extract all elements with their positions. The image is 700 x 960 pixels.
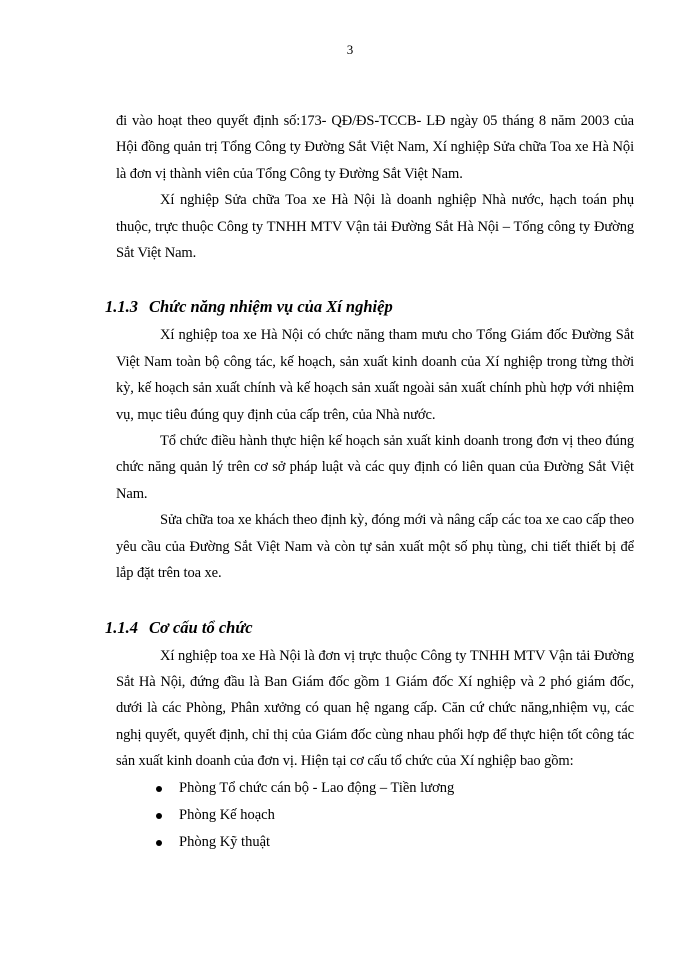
list-item [156,829,634,856]
section-1-1-3-paragraph-3: Sửa chữa toa xe khách theo định kỳ, đóng mới và nâng cấp các toa xe cao cấp theo yêu cầu của Đường Sắt Việt Nam và còn tự sản xuất một số phụ tùng, chi tiết thiết bị để lắp đặt trên toa xe. [116,512,634,582]
department-list [116,775,634,856]
section-title: Cơ cấu tổ chức [149,617,253,637]
list-item-text: Phòng Kế hoạch [179,806,275,823]
bullet-icon [156,813,162,819]
list-item-text: Phòng Kỹ thuật [179,833,271,850]
list-item [156,775,634,802]
section-1-1-4-paragraph-1: Xí nghiệp toa xe Hà Nội là đơn vị trực thuộc Công ty TNHH MTV Vận tải Đường Sắt Hà Nội, đứng đầu là Ban Giám đốc gồm 1 Giám đốc Xí nghiệp và 2 phó giám đốc, dưới là các Phòng, Phân xưởng có quan hệ ngang cấp. Căn cứ chức năng,nhiệm vụ, các nghị quyết, quyết định, chỉ thị của Giám đốc cùng nhau phối hợp để thực hiện tốt công tác sản xuất kinh doanh của đơn vị. Hiện tại cơ cấu tổ chức của Xí nghiệp bao gồm: [116,647,634,770]
bullet-icon [156,840,162,846]
section-heading-1-1-3 [105,292,634,322]
section-title: Chức năng nhiệm vụ của Xí nghiệp [149,297,393,317]
intro-paragraph-2: Xí nghiệp Sửa chữa Toa xe Hà Nội là doanh nghiệp Nhà nước, hạch toán phụ thuộc, trực thuộc Công ty TNHH MTV Vận tải Đường Sắt Hà Nội – Tổng công ty Đường Sắt Việt Nam. [116,192,634,262]
list-item [156,802,634,829]
section-1-1-3-paragraph-2: Tổ chức điều hành thực hiện kế hoạch sản xuất kinh doanh trong đơn vị theo đúng chức năng quản lý trên cơ sở pháp luật và các quy định có liên quan của Đường Sắt Việt Nam. [116,433,634,502]
section-number: 1.1.4 [105,617,138,637]
list-item-text: Phòng Tổ chức cán bộ - Lao động – Tiền lương [179,779,455,796]
page-number: 3 [346,42,354,57]
section-1-1-3-paragraph-1: Xí nghiệp toa xe Hà Nội có chức năng tham mưu cho Tổng Giám đốc Đường Sắt Việt Nam toàn bộ công tác, kế hoạch, sản xuất kinh doanh của Xí nghiệp trong từng thời kỳ, kế hoạch sản xuất chính và kế hoạch sản xuất ngoài sản xuất chính phù hợp với nhiệm vụ, mục tiêu đúng quy định của cấp trên, của Nhà nước. [116,327,634,423]
section-heading-1-1-4 [105,613,634,643]
bullet-icon [156,786,162,792]
intro-paragraph-1: đi vào hoạt theo quyết định số:173- QĐ/ĐS-TCCB- LĐ ngày 05 tháng 8 năm 2003 của Hội đồng quản trị Tổng Công ty Đường Sắt Việt Nam, Xí nghiệp Sửa chữa Toa xe Hà Nội là đơn vị thành viên của Tổng Công ty Đường Sắt Việt Nam. [116,113,634,182]
page-content [105,108,634,856]
section-number: 1.1.3 [105,297,138,317]
